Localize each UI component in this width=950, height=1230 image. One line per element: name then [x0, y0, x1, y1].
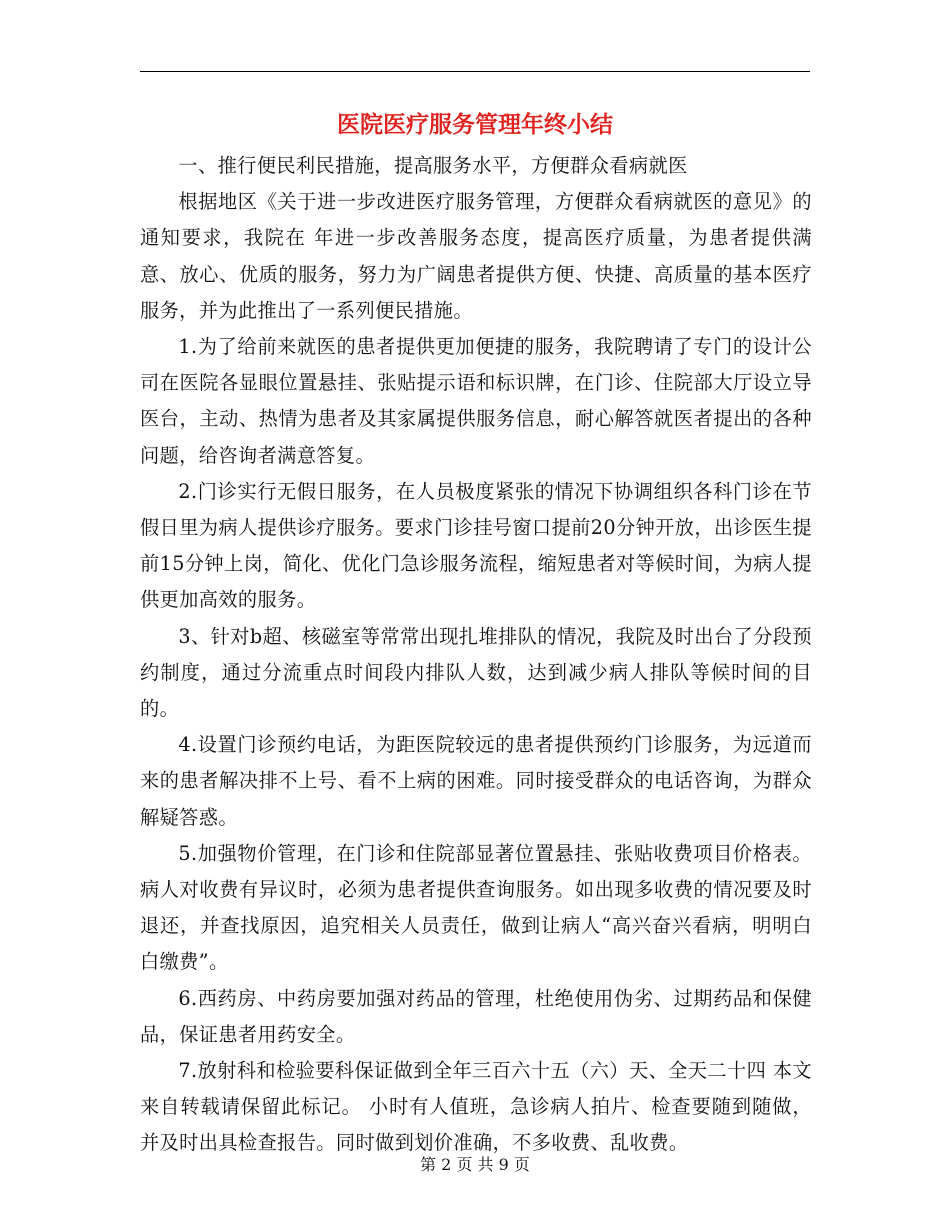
- paragraph-item-3: 3、针对b超、核磁室等常常出现扎堆排队的情况，我院及时出台了分段预约制度，通过分流重点时间段内排队人数，达到减少病人排队等候时间的目的。: [140, 624, 812, 721]
- page-number: 第 2 页 共 9 页: [420, 1155, 530, 1174]
- document-body: [140, 148, 812, 1162]
- header-rule: [140, 71, 810, 72]
- paragraph-item-7: 7.放射科和检验要科保证做到全年三百六十五（六）天、全天二十四 本文来自转载请保留此标记。 小时有人值班，急诊病人拍片、检查要随到随做，并及时出具检查报告。同时做到划价准确，不多收费、乱收费。: [140, 1059, 812, 1155]
- paragraph-item-1: 1.为了给前来就医的患者提供更加便捷的服务，我院聘请了专门的设计公司在医院各显眼位置悬挂、张贴提示语和标识牌，在门诊、住院部大厅设立导医台，主动、热情为患者及其家属提供服务信息，耐心解答就医者提出的各种问题，给咨询者满意答复。: [140, 335, 812, 467]
- paragraph-item-4: 4.设置门诊预约电话，为距医院较远的患者提供预约门诊服务，为远道而来的患者解决排不上号、看不上病的困难。同时接受群众的电话咨询，为群众解疑答惑。: [140, 733, 812, 829]
- section-heading-1: 一、推行便民利民措施，提高服务水平，方便群众看病就医: [178, 154, 688, 177]
- document-title: 医院医疗服务管理年终小结: [337, 111, 613, 138]
- paragraph-item-2: 2.门诊实行无假日服务，在人员极度紧张的情况下协调组织各科门诊在节假日里为病人提供诊疗服务。要求门诊挂号窗口提前20分钟开放，出诊医生提前15分钟上岗，简化、优化门急诊服务流程，缩短患者对等候时间，为病人提供更加高效的服务。: [140, 479, 812, 612]
- paragraph-intro: 根据地区《关于进一步改进医疗服务管理，方便群众看病就医的意见》的通知要求，我院在 年进一步改善服务态度，提高医疗质量，为患者提供满意、放心、优质的服务，努力为广阔患者提供方便、快捷、高质量的基本医疗服务，并为此推出了一系列便民措施。: [140, 190, 812, 322]
- paragraph-item-6: 6.西药房、中药房要加强对药品的管理，杜绝使用伪劣、过期药品和保健品，保证患者用药安全。: [140, 986, 812, 1046]
- paragraph-item-5: 5.加强物价管理，在门诊和住院部显著位置悬挂、张贴收费项目价格表。病人对收费有异议时，必须为患者提供查询服务。如出现多收费的情况要及时退还，并查找原因，追究相关人员责任，做到让病人“高兴奋兴看病，明明白白缴费”。: [140, 841, 812, 974]
